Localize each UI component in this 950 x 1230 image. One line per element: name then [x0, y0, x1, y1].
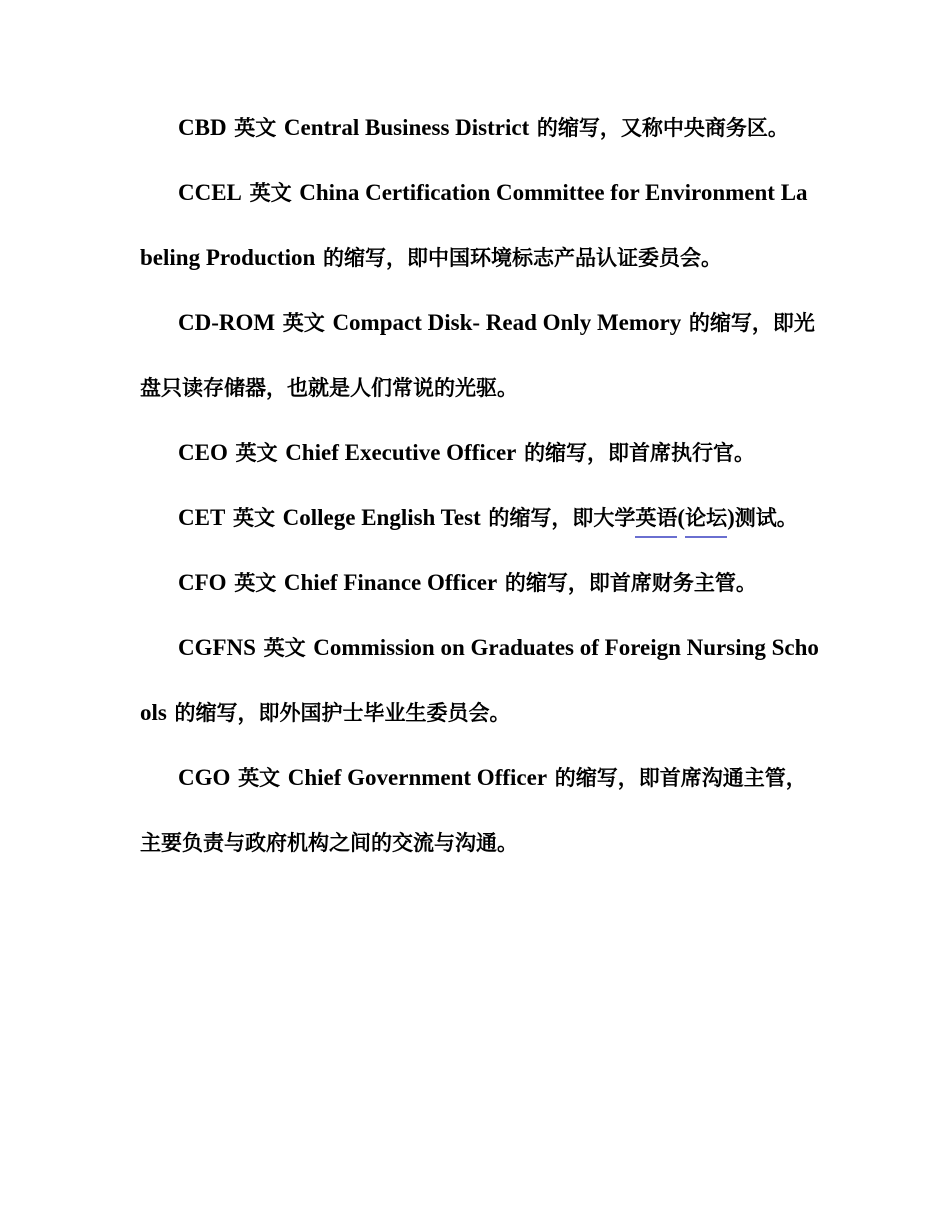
glossary-entry-ceo: [140, 421, 820, 486]
entry-description-end: 测试。: [734, 506, 798, 530]
glossary-entry-ccel: [140, 161, 820, 291]
entry-full-name: Chief Executive Officer: [285, 440, 517, 465]
paren-open: (: [677, 505, 686, 530]
entry-description: 的缩写，即光盘只读存储器，也就是人们常说的光驱。: [140, 311, 815, 400]
entry-full-name: College English Test: [282, 505, 481, 530]
entry-label: 英文: [263, 636, 306, 660]
entry-description: 的缩写，即首席沟通主管，主要负责与政府机构之间的交流与沟通。: [140, 766, 807, 855]
entry-full-name: Chief Finance Officer: [283, 570, 498, 595]
entry-abbr: CBD: [178, 115, 227, 140]
entry-description: 的缩写，即中国环境标志产品认证委员会。: [322, 246, 722, 270]
link-forum[interactable]: 论坛: [685, 506, 727, 538]
glossary-entry-cfo: [140, 551, 820, 616]
entry-label: 英文: [232, 506, 275, 530]
entry-full-name: Central Business District: [283, 115, 530, 140]
entry-abbr: CGFNS: [178, 635, 256, 660]
glossary-entry-cgfns: [140, 616, 820, 746]
glossary-entry-cbd: [140, 96, 820, 161]
entry-abbr: CCEL: [178, 180, 242, 205]
entry-label: 英文: [234, 116, 277, 140]
entry-label: 英文: [249, 181, 292, 205]
entry-description: 的缩写，即首席财务主管。: [504, 571, 757, 595]
entry-description: 的缩写，即外国护士毕业生委员会。: [174, 701, 511, 725]
entry-label: 英文: [235, 441, 278, 465]
entry-abbr: CFO: [178, 570, 227, 595]
glossary-entry-cet: [140, 486, 820, 551]
entry-full-name: Commission on Graduates of Foreign Nursing Schools: [140, 635, 819, 725]
link-english[interactable]: 英语: [635, 506, 677, 538]
entry-abbr: CET: [178, 505, 226, 530]
entry-description: 的缩写，即大学: [488, 506, 636, 530]
entry-full-name: Compact Disk- Read Only Memory: [332, 310, 682, 335]
paren-close: ): [727, 505, 735, 530]
entry-abbr: CD-ROM: [178, 310, 276, 335]
glossary-list: [140, 96, 820, 876]
entry-description: 的缩写，又称中央商务区。: [536, 116, 789, 140]
entry-description: 的缩写，即首席执行官。: [524, 441, 756, 465]
entry-abbr: CEO: [178, 440, 228, 465]
entry-label: 英文: [234, 571, 277, 595]
entry-label: 英文: [238, 766, 281, 790]
entry-full-name: China Certification Committee for Environment Labeling Production: [140, 180, 808, 270]
entry-abbr: CGO: [178, 765, 231, 790]
glossary-entry-cgo: [140, 746, 820, 876]
glossary-entry-cd-rom: [140, 291, 820, 421]
entry-label: 英文: [282, 311, 325, 335]
entry-full-name: Chief Government Officer: [287, 765, 548, 790]
